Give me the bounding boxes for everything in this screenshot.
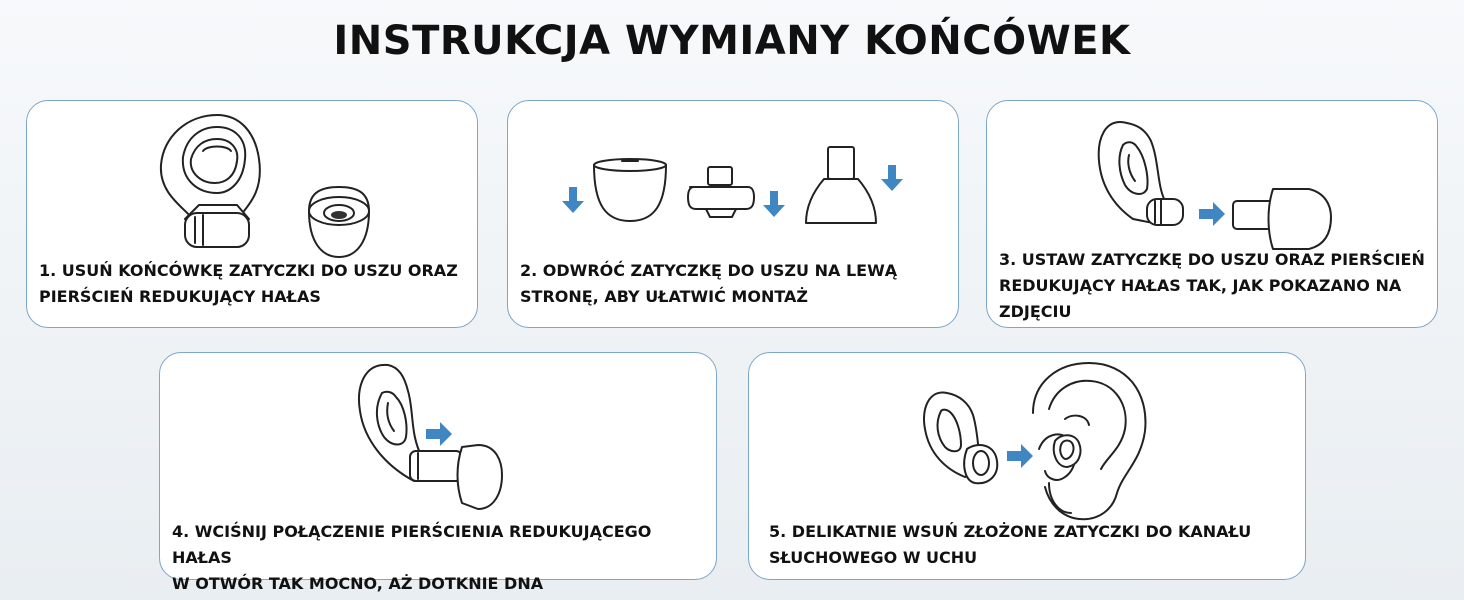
earplug-stem-icon — [806, 147, 876, 223]
inverted-ear-tip-icon — [594, 159, 666, 221]
step-2-illustration — [508, 101, 960, 261]
assembled-tip-icon — [1233, 189, 1331, 249]
step-2-caption: 2. ODWRÓĆ ZATYCZKĘ DO USZU NA LEWĄ STRONĘ, ABY UŁATWIĆ MONTAŻ — [520, 261, 898, 306]
down-arrow-icon — [562, 187, 584, 213]
step-1-card — [26, 100, 478, 328]
step-4-caption: 4. WCIŚNIJ POŁĄCZENIE PIERŚCIENIA REDUKUJĄCEGO HAŁAS W OTWÓR TAK MOCNO, AŻ DOTKNIE DNA — [172, 522, 652, 593]
step-5-card — [748, 352, 1306, 580]
right-arrow-icon — [426, 422, 452, 446]
step-5-caption: 5. DELIKATNIE WSUŃ ZŁOŻONE ZATYCZKI DO KANAŁU SŁUCHOWEGO W UCHU — [769, 522, 1252, 567]
earplug-side-icon — [924, 392, 997, 483]
down-arrow-icon — [881, 165, 903, 191]
assembled-tip-icon — [410, 445, 502, 509]
step-3-caption: 3. USTAW ZATYCZKĘ DO USZU ORAZ PIERŚCIEŃ REDUKUJĄCY HAŁAS TAK, JAK POKAZANO NA ZDJĘCIU — [999, 250, 1425, 321]
step-4-illustration — [160, 353, 718, 523]
step-3-card — [986, 100, 1438, 328]
right-arrow-icon — [1199, 202, 1225, 226]
noise-reduction-ring-icon — [688, 167, 754, 217]
step-4-card — [159, 352, 717, 593]
ear-tip-icon — [309, 187, 369, 257]
step-5-illustration — [749, 353, 1307, 523]
step-1-illustration — [27, 101, 479, 261]
right-arrow-icon — [1007, 444, 1033, 468]
page-title: INSTRUKCJA WYMIANY KOŃCÓWEK — [333, 18, 1131, 64]
step-1-caption: 1. USUŃ KOŃCÓWKĘ ZATYCZKI DO USZU ORAZ PIERŚCIEŃ REDUKUJĄCY HAŁAS — [39, 261, 458, 306]
ear-icon — [1033, 363, 1145, 519]
down-arrow-icon — [763, 191, 785, 217]
earplug-side-icon — [1099, 122, 1183, 225]
earplug-icon — [161, 115, 260, 247]
step-2-card — [507, 100, 959, 328]
step-3-illustration — [987, 101, 1439, 261]
